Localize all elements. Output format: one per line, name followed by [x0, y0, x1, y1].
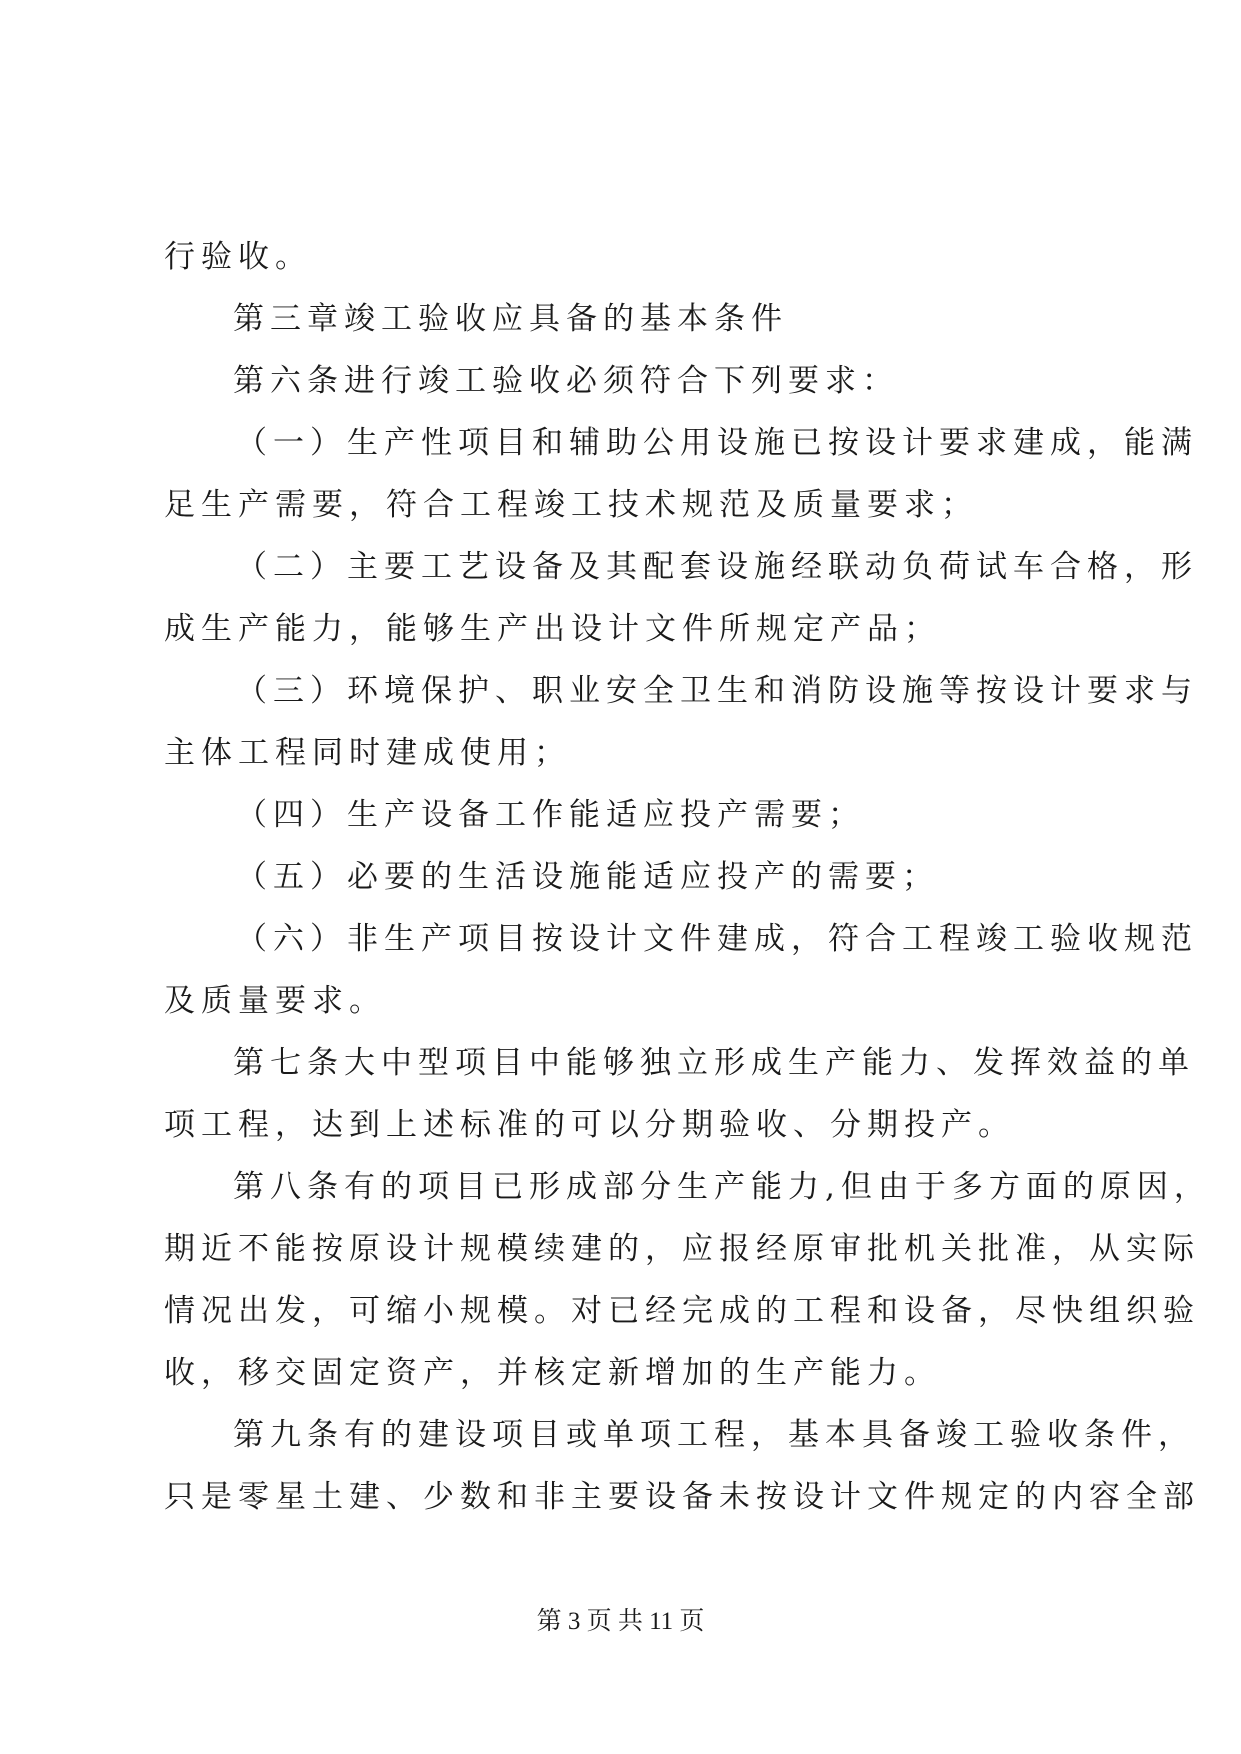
item-6-line-2: 及质量要求。 [164, 983, 386, 1019]
chapter-heading: 第三章竣工验收应具备的基本条件 [233, 301, 788, 337]
article-9-line-2: 只是零星土建、少数和非主要设备未按设计文件规定的内容全部 [164, 1479, 1200, 1515]
item-2-line-2: 成生产能力，能够生产出设计文件所规定产品； [164, 611, 941, 647]
article-8-line-3: 情况出发，可缩小规模。对已经完成的工程和设备，尽快组织验 [164, 1293, 1200, 1329]
article-8-line-1: 第八条有的项目已形成部分生产能力,但由于多方面的原因， [233, 1169, 1211, 1205]
article-8-line-4: 收，移交固定资产，并核定新增加的生产能力。 [164, 1355, 941, 1391]
item-6-line-1: （六）非生产项目按设计文件建成，符合工程竣工验收规范 [236, 921, 1198, 957]
article-7-line-2: 项工程，达到上述标准的可以分期验收、分期投产。 [164, 1107, 1015, 1143]
item-3-line-2: 主体工程同时建成使用； [164, 735, 571, 771]
article-7-line-1: 第七条大中型项目中能够独立形成生产能力、发挥效益的单 [233, 1045, 1195, 1081]
item-4: （四）生产设备工作能适应投产需要； [236, 797, 865, 833]
item-2-line-1: （二）主要工艺设备及其配套设施经联动负荷试车合格，形 [236, 549, 1198, 585]
article-9-line-1: 第九条有的建设项目或单项工程，基本具备竣工验收条件， [233, 1417, 1195, 1453]
item-1-line-2: 足生产需要，符合工程竣工技术规范及质量要求； [164, 487, 978, 523]
body-line-1: 行验收。 [164, 239, 312, 275]
article-6-heading: 第六条进行竣工验收必须符合下列要求： [233, 363, 899, 399]
item-3-line-1: （三）环境保护、职业安全卫生和消防设施等按设计要求与 [236, 673, 1198, 709]
item-5: （五）必要的生活设施能适应投产的需要； [236, 859, 939, 895]
page-number-footer: 第 3 页 共 11 页 [536, 1608, 705, 1635]
article-8-line-2: 期近不能按原设计规模续建的，应报经原审批机关批准，从实际 [164, 1231, 1200, 1267]
item-1-line-1: （一）生产性项目和辅助公用设施已按设计要求建成，能满 [236, 425, 1198, 461]
